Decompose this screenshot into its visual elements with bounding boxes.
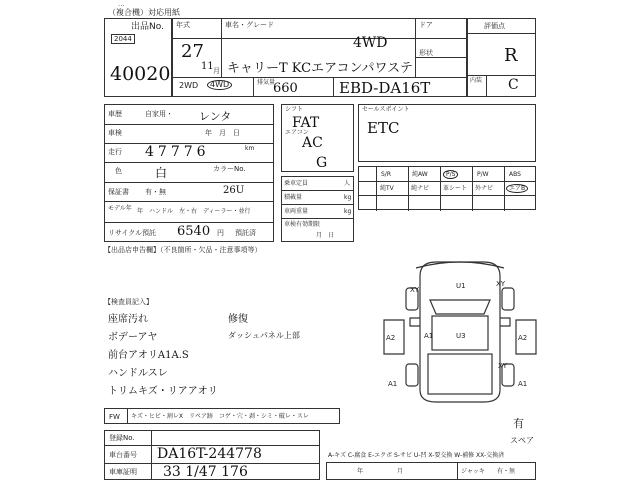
sales-point-value: ETC (367, 119, 400, 137)
damage-legend: A-キズ C-腐食 E-エクボ S-サビ U-凹 X-要交換 W-補修 XX-交換済 (328, 452, 505, 459)
equip-alloy: 純AW (412, 171, 428, 178)
score-box (467, 18, 536, 97)
equip-navi: 純ナビ (411, 185, 430, 192)
equip-airbag: エアB (506, 184, 528, 193)
lot-label: 出品No. (131, 22, 164, 32)
displacement-label: 排気量 (257, 79, 276, 86)
details-box (104, 104, 274, 242)
gear-value: G (316, 155, 328, 171)
ac-value: AC (302, 135, 323, 151)
inspection-label: 車検 (108, 129, 122, 137)
mark-xy-front-left: XY (410, 286, 420, 294)
mark-a1-rear-right: A1 (518, 380, 528, 388)
year-value: 27 (181, 41, 204, 62)
mark-xy-rear-right: XY (498, 362, 508, 370)
inspector-note-right-2: ダッシュパネル上部 (228, 331, 300, 340)
equip-pw: P/W (477, 171, 489, 178)
year-label: 年式 (176, 21, 190, 29)
lot-number-box (104, 18, 172, 97)
month-value: 11 (201, 61, 214, 72)
color-no-value: 26U (223, 185, 245, 196)
color-label: 色 (115, 167, 122, 175)
sales-point-box (358, 104, 536, 162)
equip-tv: 純TV (380, 185, 394, 192)
warranty-value: 有・無 (145, 188, 166, 196)
recycle-label: リサイクル預託 (108, 229, 157, 237)
mileage-label: 走行 (108, 148, 122, 156)
mileage-value: 47776 (145, 144, 210, 160)
ownership-options: 自家用・ (145, 110, 173, 118)
spare-label: スペア (510, 436, 534, 445)
equip-leather: 革シート (443, 185, 468, 192)
color-value: 白 (155, 166, 168, 180)
inspector-note-1: 座席汚れ (108, 314, 148, 325)
shift-value: FAT (292, 115, 320, 131)
recycle-status: 預託済 (235, 229, 256, 237)
fw-options: キズ・ヒビ・割レX リペア跡 コゲ・穴・剥・シミ・破レ・スレ (131, 413, 309, 420)
month-unit: 月 (213, 67, 220, 75)
equipment-grid (358, 166, 536, 210)
recycle-value: 6540 (177, 224, 211, 239)
shift-box (281, 104, 354, 172)
lot-sub-number: 2044 (111, 34, 135, 44)
model-year-options: 年 ハンドル 左・右 ディーラー・並行 (137, 208, 251, 215)
date-month-label: 月 (397, 468, 404, 475)
interior-label: 内装 (470, 77, 483, 84)
ownership-value: レンタ (199, 110, 232, 123)
capacity-unit: 人 (344, 180, 351, 187)
inspector-section-label: 【検査員記入】 (104, 298, 153, 306)
bottom-table (104, 430, 320, 480)
name-grade-label: 車名・グレード (225, 21, 274, 29)
load-label: 積載量 (284, 194, 303, 201)
door-label: ドア (419, 21, 433, 29)
date-jack-row (326, 462, 536, 480)
name-grade-value: キャリーT KCエアコンパワステ (227, 61, 413, 76)
inspection-unit: 年 月 日 (205, 129, 240, 137)
displacement-value: 660 (273, 81, 298, 96)
garage-cert-label: 車庫証明 (109, 468, 137, 476)
ac-label: エアコン (285, 129, 309, 136)
form-label: 形状 (419, 49, 433, 57)
jack-label: ジャッキ (461, 468, 485, 475)
warranty-label: 保証書 (108, 188, 129, 196)
capacity-box (281, 176, 354, 242)
color-no-label: カラーNo. (213, 165, 246, 173)
expiry-unit: 月 日 (316, 232, 335, 239)
mark-a1-left-door: A1 (424, 332, 434, 340)
form-subtitle: （複合機）対応用紙 (108, 8, 180, 17)
equip-sr: S/R (381, 171, 391, 178)
sales-point-label: セールスポイント (362, 106, 410, 113)
mark-a1-rear-left: A1 (388, 380, 398, 388)
equip-abs: ABS (509, 171, 521, 178)
capacity-label: 乗車定員 (284, 180, 309, 187)
inspector-note-3: 前台アオリA1A.S (108, 350, 189, 361)
inspector-note-right-1: 修復 (228, 314, 248, 325)
mark-a2-left: A2 (386, 334, 396, 342)
mark-u1-front: U1 (456, 282, 466, 290)
load-unit: kg (344, 194, 352, 201)
model-value: EBD-DA16T (339, 79, 431, 97)
inspector-notes (104, 308, 318, 404)
equip-ps: P/S (443, 170, 458, 179)
disclaimer: 【出品店申告欄】（不良箇所・欠品・注意事項等） (104, 246, 262, 254)
lot-number: 40020 (110, 63, 171, 85)
score-value: R (504, 45, 518, 66)
chassis-value: DA16T-244778 (157, 446, 262, 462)
vehicle-damage-diagram (380, 258, 540, 406)
spare-mark: 有 (513, 417, 524, 430)
jack-value: 有・無 (497, 468, 516, 475)
equip-ext-navi: 外ナビ (475, 185, 494, 192)
mark-u3-cabin: U3 (456, 332, 466, 340)
drive-note: 4WD (353, 35, 388, 51)
header-top-line: ... (118, 0, 125, 8)
garage-cert-value: 33 1/47 176 (163, 464, 248, 480)
recycle-unit: 円 (217, 229, 224, 237)
inspector-note-4: ハンドルスレ (108, 368, 168, 379)
fw-row (104, 408, 340, 424)
mileage-unit: km (245, 145, 255, 152)
chassis-label: 車台番号 (109, 451, 137, 459)
vehicle-info-box (172, 18, 467, 97)
shift-label: シフト (285, 106, 304, 113)
score-label: 評価点 (484, 22, 505, 30)
weight-unit: kg (344, 208, 352, 215)
model-year-label: モデル年 (108, 205, 132, 212)
mark-a2-right: A2 (518, 334, 528, 342)
mark-xy-front-right: XY (496, 280, 506, 288)
date-year-label: 年 (357, 468, 364, 475)
weight-label: 車両重量 (284, 208, 309, 215)
ownership-label: 車歴 (108, 110, 122, 118)
inspector-note-2: ボデーアヤ (108, 332, 158, 343)
drive-opt-4wd: 4WD (207, 80, 232, 90)
expiry-label: 車検有効期限 (284, 221, 321, 228)
interior-value: C (508, 77, 519, 93)
registration-label: 登録No. (109, 434, 135, 442)
fw-label: FW (109, 413, 120, 421)
inspector-note-5: トリムキズ・リアアオリ (108, 386, 218, 397)
drive-opt-2wd: 2WD (179, 81, 199, 90)
